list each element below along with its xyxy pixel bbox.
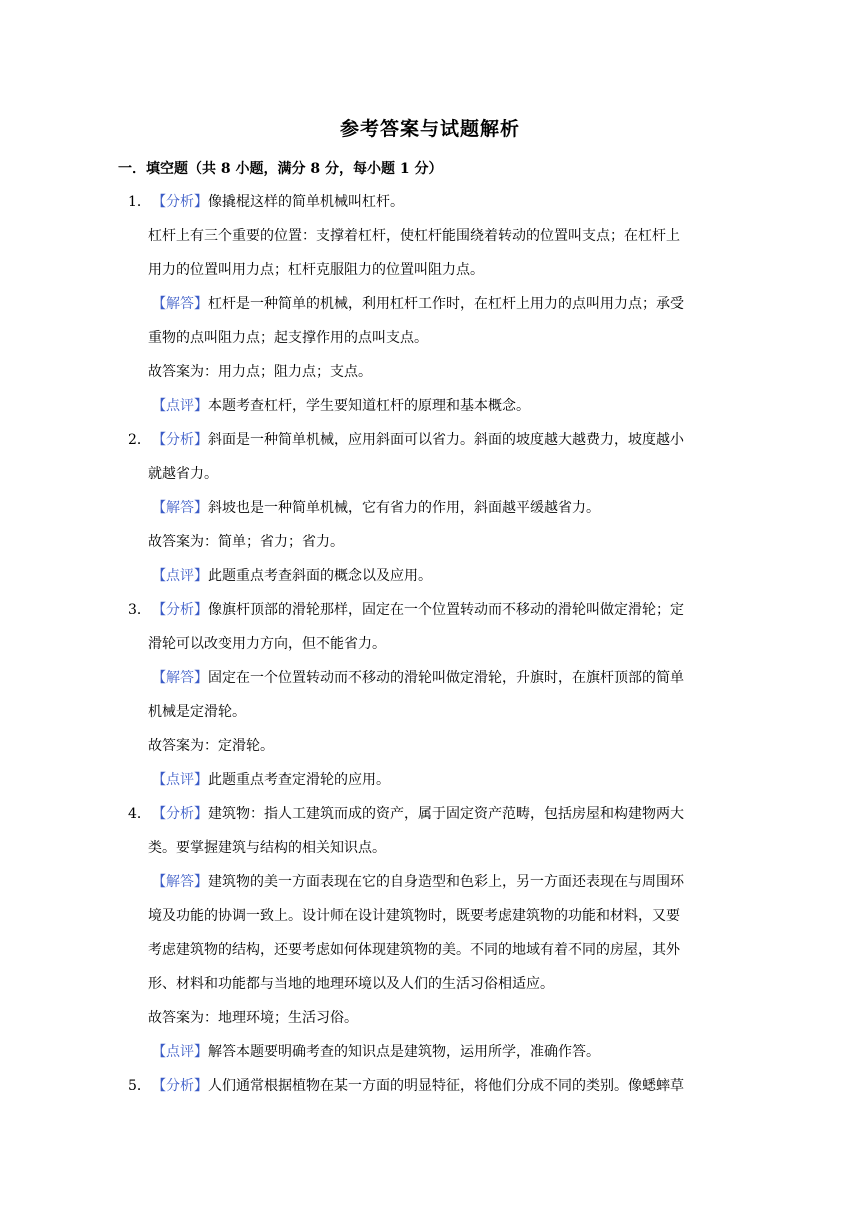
analysis-line: 杠杆上有三个重要的位置：支撑着杠杆，使杠杆能围绕着转动的位置叫支点；在杠杆上 xyxy=(148,228,680,244)
analysis-line: 类。要掌握建筑与结构的相关知识点。 xyxy=(148,840,386,856)
comment-tag: 【点评】 xyxy=(152,1044,208,1060)
analysis-line: 用力的位置叫用力点；杠杆克服阻力的位置叫阻力点。 xyxy=(148,262,484,278)
analysis-tag: 【分析】 xyxy=(152,432,208,448)
analysis-line: 【分析】建筑物：指人工建筑而成的资产，属于固定资产范畴，包括房屋和构建物两大 xyxy=(152,806,684,822)
answer-line: 机械是定滑轮。 xyxy=(148,704,246,720)
answer-line: 【解答】固定在一个位置转动而不移动的滑轮叫做定滑轮，升旗时，在旗杆顶部的简单 xyxy=(152,670,684,686)
answer-line: 形、材料和功能都与当地的地理环境以及人们的生活习俗相适应。 xyxy=(148,976,554,992)
analysis-line: 【分析】像撬棍这样的简单机械叫杠杆。 xyxy=(152,194,404,210)
result-line: 故答案为：地理环境；生活习俗。 xyxy=(148,1010,358,1026)
analysis-line: 【分析】斜面是一种简单机械，应用斜面可以省力。斜面的坡度越大越费力，坡度越小 xyxy=(152,432,684,448)
page-title: 参考答案与试题解析 xyxy=(339,118,520,140)
question-number: 2． xyxy=(128,432,151,448)
comment-line: 【点评】本题考查杠杆，学生要知道杠杆的原理和基本概念。 xyxy=(152,398,530,414)
question-number: 3． xyxy=(128,602,151,618)
answer-line: 【解答】杠杆是一种简单的机械，利用杠杆工作时，在杠杆上用力的点叫用力点；承受 xyxy=(152,296,684,312)
question-number: 1． xyxy=(128,194,151,210)
analysis-tag: 【分析】 xyxy=(152,194,208,210)
comment-line: 【点评】解答本题要明确考查的知识点是建筑物，运用所学，准确作答。 xyxy=(152,1044,600,1060)
answer-line: 考虑建筑物的结构，还要考虑如何体现建筑物的美。不同的地域有着不同的房屋，其外 xyxy=(148,942,680,958)
analysis-line: 就越省力。 xyxy=(148,466,218,482)
section-heading: 一．填空题（共 8 小题，满分 8 分，每小题 1 分） xyxy=(118,161,443,177)
comment-tag: 【点评】 xyxy=(152,398,208,414)
comment-line: 【点评】此题重点考查斜面的概念以及应用。 xyxy=(152,568,432,584)
comment-tag: 【点评】 xyxy=(152,772,208,788)
question-number: 5． xyxy=(128,1078,151,1094)
analysis-tag: 【分析】 xyxy=(152,806,208,822)
answer-line: 【解答】建筑物的美一方面表现在它的自身造型和色彩上，另一方面还表现在与周围环 xyxy=(152,874,684,890)
analysis-line: 【分析】人们通常根据植物在某一方面的明显特征，将他们分成不同的类别。像蟋蟀草 xyxy=(152,1078,684,1094)
answer-line: 重物的点叫阻力点；起支撑作用的点叫支点。 xyxy=(148,330,428,346)
analysis-line: 【分析】像旗杆顶部的滑轮那样，固定在一个位置转动而不移动的滑轮叫做定滑轮；定 xyxy=(152,602,684,618)
answer-tag: 【解答】 xyxy=(152,670,208,686)
analysis-line: 滑轮可以改变用力方向，但不能省力。 xyxy=(148,636,386,652)
answer-line: 境及功能的协调一致上。设计师在设计建筑物时，既要考虑建筑物的功能和材料，又要 xyxy=(148,908,680,924)
result-line: 故答案为：定滑轮。 xyxy=(148,738,274,754)
answer-tag: 【解答】 xyxy=(152,874,208,890)
result-line: 故答案为：用力点；阻力点；支点。 xyxy=(148,364,372,380)
question-number: 4． xyxy=(128,806,151,822)
answer-line: 【解答】斜坡也是一种简单机械，它有省力的作用，斜面越平缓越省力。 xyxy=(152,500,600,516)
comment-line: 【点评】此题重点考查定滑轮的应用。 xyxy=(152,772,390,788)
answer-tag: 【解答】 xyxy=(152,296,208,312)
result-line: 故答案为：简单；省力；省力。 xyxy=(148,534,344,550)
answer-tag: 【解答】 xyxy=(152,500,208,516)
analysis-tag: 【分析】 xyxy=(152,1078,208,1094)
analysis-tag: 【分析】 xyxy=(152,602,208,618)
comment-tag: 【点评】 xyxy=(152,568,208,584)
